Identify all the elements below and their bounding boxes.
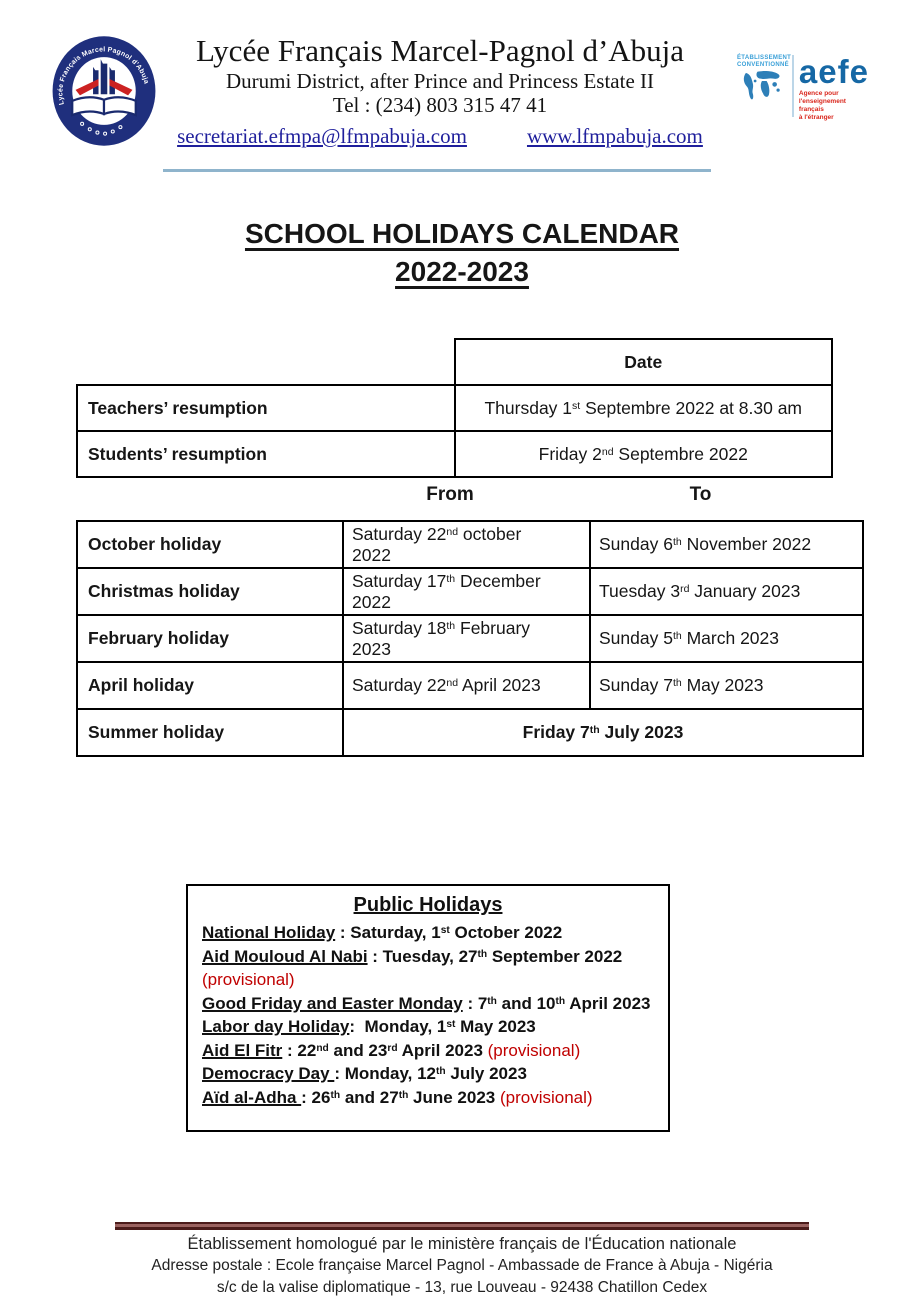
- row-to: Tuesday 3rd January 2023: [590, 568, 863, 615]
- holiday-table: [76, 520, 864, 757]
- row-from: Saturday 17th December 2022: [343, 568, 590, 615]
- row-label: Teachers’ resumption: [77, 385, 455, 431]
- row-to: Sunday 6th November 2022: [590, 521, 863, 568]
- list-item: National Holiday : Saturday, 1st October 2022: [202, 923, 563, 942]
- table-row: [77, 709, 863, 756]
- row-label: April holiday: [77, 662, 343, 709]
- row-to: Sunday 7th May 2023: [590, 662, 863, 709]
- row-date: Friday 2nd Septembre 2022: [455, 431, 833, 477]
- from-column-header: From: [426, 484, 474, 505]
- row-date: Friday 7th July 2023: [343, 709, 863, 756]
- row-label: October holiday: [77, 521, 343, 568]
- row-label: Christmas holiday: [77, 568, 343, 615]
- resumption-table: [76, 338, 833, 478]
- table-row: [77, 521, 863, 568]
- row-label: Students’ resumption: [77, 431, 455, 477]
- letterhead: [120, 33, 760, 149]
- school-address: Durumi District, after Prince and Princess Estate II: [225, 69, 655, 93]
- table-row: [77, 568, 863, 615]
- table-row: [77, 662, 863, 709]
- public-holidays-title: Public Holidays: [353, 894, 503, 916]
- aefe-tagline: Agence pour l'enseignement français à l'étranger: [798, 90, 846, 121]
- table-row: [77, 385, 832, 431]
- row-label: Summer holiday: [77, 709, 343, 756]
- footer-line2: Adresse postale : Ecole française Marcel Pagnol - Ambassade de France à Abuja - Nigéria: [151, 1257, 773, 1274]
- list-item: Good Friday and Easter Monday : 7th and 10th April 2023: [202, 993, 651, 1013]
- footer-divider: [115, 1222, 809, 1230]
- logo-ring-text: Lycée Français Marcel Pagnol d'Abuja: [57, 46, 150, 106]
- footer-line3: s/c de la valise diplomatique - 13, rue Louveau - 92438 Chatillon Cedex: [216, 1279, 708, 1296]
- list-item: Aïd al-Adha : 26th and 27th June 2023 (provisional): [202, 1087, 593, 1107]
- row-from: Saturday 22nd october 2022: [343, 521, 590, 568]
- school-name: Lycée Français Marcel-Pagnol d’Abuja: [195, 33, 685, 68]
- world-map-icon: [739, 69, 785, 109]
- row-from: Saturday 18th February 2023: [343, 615, 590, 662]
- list-item: Democracy Day : Monday, 12th July 2023: [202, 1064, 527, 1083]
- to-column-header: To: [689, 484, 712, 505]
- page-title: [0, 215, 924, 291]
- header-divider: [163, 169, 711, 172]
- list-item: Labor day Holiday: Monday, 1st May 2023: [202, 1017, 536, 1036]
- table-row: [77, 615, 863, 662]
- list-item: Aid Mouloud Al Nabi : Tuesday, 27th September 2022 (provisional): [202, 946, 623, 989]
- aefe-logo: [737, 55, 869, 125]
- list-item: Aid El Fitr : 22nd and 23rd April 2023 (provisional): [202, 1040, 581, 1060]
- blank-cell: [77, 339, 455, 385]
- email-link[interactable]: secretariat.efmpa@lfmpabuja.com: [177, 124, 467, 148]
- aefe-label: ÉTABLISSEMENT CONVENTIONNÉ: [737, 55, 792, 68]
- public-holidays-box: [186, 884, 670, 1132]
- page-title-line1: SCHOOL HOLIDAYS CALENDAR: [244, 218, 680, 249]
- table-row: [77, 339, 832, 385]
- website-link[interactable]: www.lfmpabuja.com: [526, 124, 703, 148]
- page-title-line2: 2022-2023: [395, 256, 529, 287]
- table-row: [77, 431, 832, 477]
- aefe-wordmark: aefe: [798, 53, 869, 90]
- footer-line1: Établissement homologué par le ministère français de l'Éducation nationale: [187, 1235, 737, 1253]
- aefe-divider: [792, 55, 794, 117]
- row-to: Sunday 5th March 2023: [590, 615, 863, 662]
- footer: [0, 1233, 924, 1299]
- row-label: February holiday: [77, 615, 343, 662]
- date-column-header: Date: [455, 339, 833, 385]
- row-from: Saturday 22nd April 2023: [343, 662, 590, 709]
- school-tel: Tel : (234) 803 315 47 41: [332, 93, 548, 117]
- row-date: Thursday 1st Septembre 2022 at 8.30 am: [455, 385, 833, 431]
